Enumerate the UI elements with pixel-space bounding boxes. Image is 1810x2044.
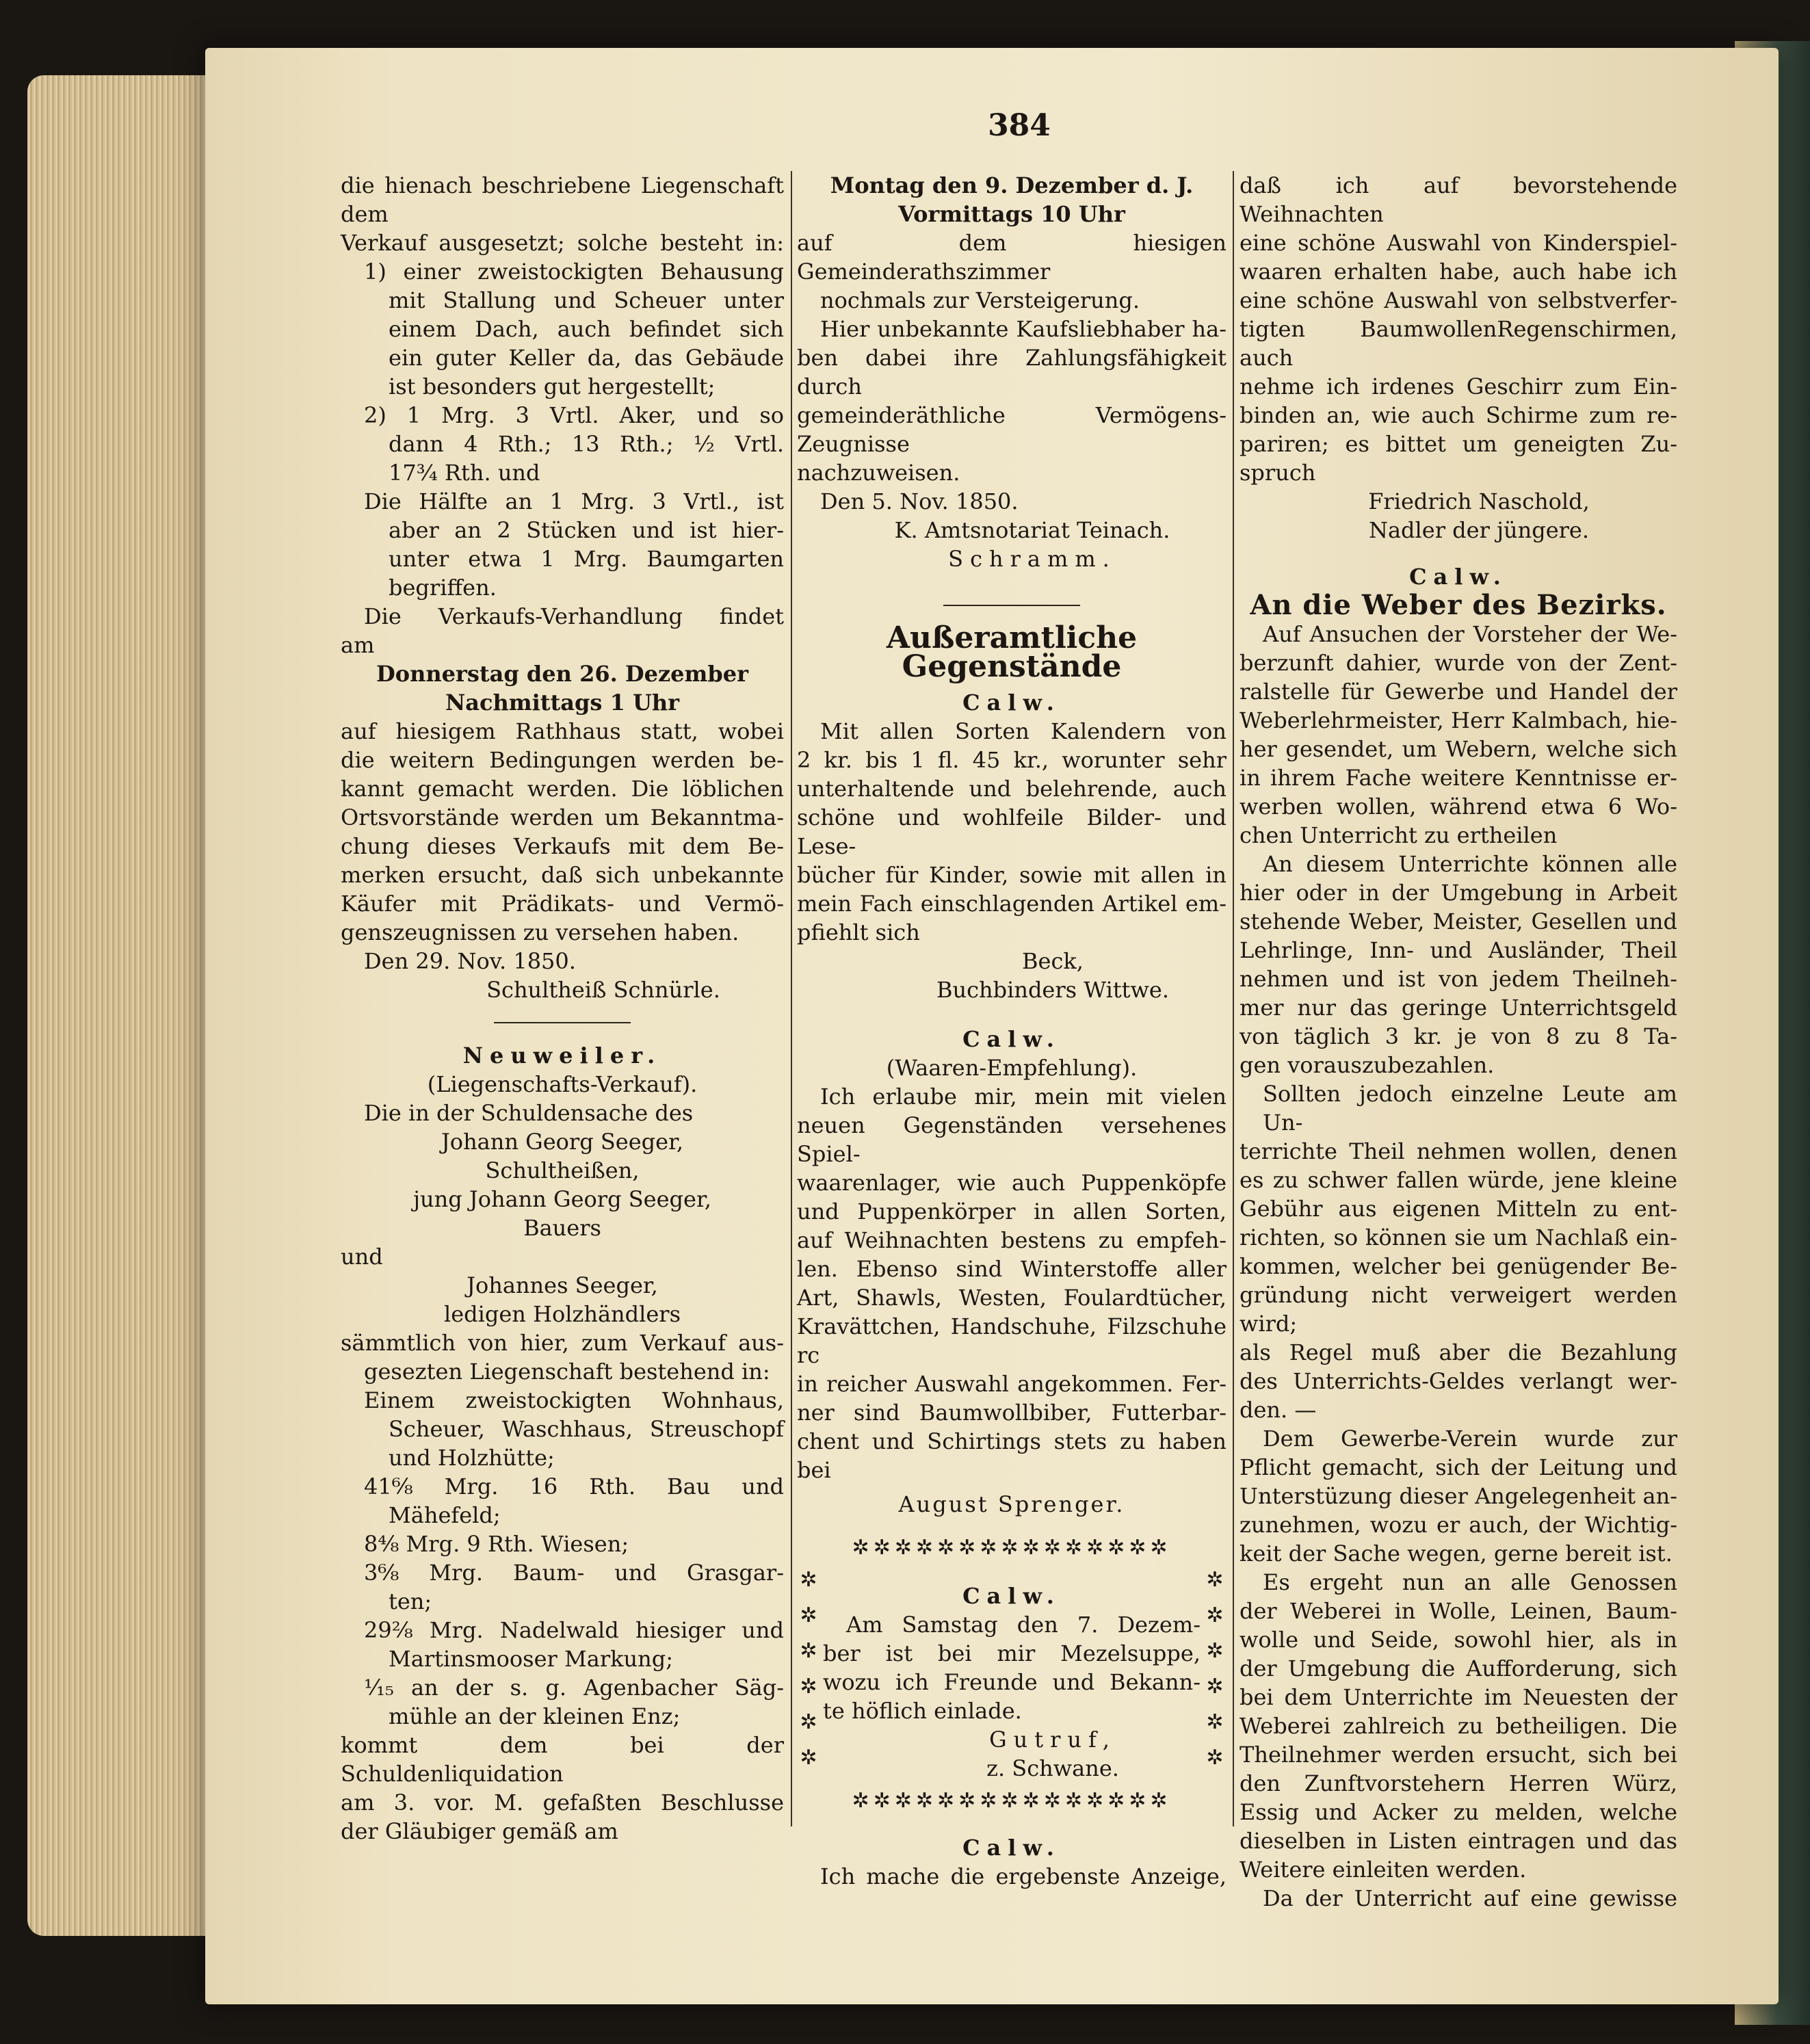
text-line: te höflich einlade. (823, 1698, 1022, 1724)
text-line: am (341, 632, 375, 658)
text-line: jung Johann Georg Seeger, (413, 1186, 711, 1212)
text-line: es zu schwer fallen würde, jene kleine (1240, 1167, 1677, 1193)
text-line: als Regel muß aber die Bezahlung (1240, 1339, 1677, 1365)
text-line: chung dieses Verkaufs mit dem Be- (341, 833, 784, 859)
section-divider (494, 1022, 631, 1023)
section-divider (943, 605, 1080, 606)
text-line: waaren erhalten habe, auch habe ich (1240, 259, 1677, 285)
text-line: in ihrem Fache weitere Kenntnisse er- (1240, 765, 1677, 791)
text-line: Kravättchen, Handschuhe, Filzschuhe rc (797, 1313, 1227, 1368)
text-line: waarenlager, wie auch Puppenköpfe (797, 1170, 1227, 1196)
text-line: mer nur das geringe Unterrichtsgeld (1240, 995, 1677, 1021)
notice-heading: Calw. (962, 1583, 1061, 1609)
text-line: Weberlehrmeister, Herr Kalmbach, hie- (1240, 707, 1677, 733)
notice-subheading: (Liegenschafts-Verkauf). (427, 1071, 698, 1097)
ornament-border-top: ✲✲✲✲✲✲✲✲✲✲✲✲✲✲✲ (852, 1536, 1172, 1560)
text-line: len. Ebenso sind Winterstoffe aller (797, 1256, 1227, 1282)
text-line: gründung nicht verweigert werden wird; (1240, 1282, 1677, 1337)
text-line: begriffen. (389, 575, 497, 601)
text-line: wozu ich Freunde und Bekann- (823, 1669, 1201, 1695)
text-line: Johann Georg Seeger, (441, 1129, 684, 1155)
text-line: bei dem Unterrichte im Neuesten der (1240, 1684, 1677, 1710)
signature-line: K. Amtsnotariat Teinach. (894, 517, 1170, 543)
signature-line: Schramm. (948, 546, 1116, 572)
text-line: berzunft dahier, wurde von der Zent- (1240, 650, 1677, 676)
text-line: Ortsvorstände werden um Bekanntma- (341, 804, 784, 830)
text-line: mühle an der kleinen Enz; (389, 1703, 681, 1729)
text-line: mein Fach einschlagenden Artikel em- (797, 891, 1227, 917)
text-line: und Puppenkörper in allen Sorten, (797, 1198, 1227, 1224)
text-line: Montag den 9. Dezember d. J. (830, 172, 1194, 198)
column-left (341, 171, 784, 1846)
text-line: Unterstüzung dieser Angelegenheit an- (1240, 1483, 1677, 1509)
text-line: und (341, 1244, 383, 1270)
text-line: Bauers (523, 1215, 601, 1241)
text-line: Ich mache die ergebenste Anzeige, (820, 1863, 1227, 1889)
text-line: Am Samstag den 7. Dezem- (846, 1612, 1201, 1638)
text-line: hier oder in der Umgebung in Arbeit (1240, 880, 1677, 906)
text-line: nehmen und ist von jedem Theilneh- (1240, 966, 1677, 992)
text-line: 17¾ Rth. und (389, 460, 540, 486)
column-right (1240, 171, 1677, 1913)
text-line: ¹⁄₁₅ an der s. g. Agenbacher Säg- (364, 1675, 784, 1701)
text-line: zunehmen, wozu er auch, der Wichtig- (1240, 1512, 1677, 1538)
text-line: merken ersucht, daß sich unbekannte (341, 862, 784, 888)
text-line: in reicher Auswahl angekommen. Fer- (797, 1371, 1227, 1397)
text-line: Scheuer, Waschhaus, Streuschopf (389, 1416, 784, 1442)
text-line: wolle und Seide, sowohl hier, als in (1240, 1627, 1677, 1653)
column-middle (797, 171, 1227, 1891)
date-line: Den 29. Nov. 1850. (364, 948, 576, 974)
ornament-border-right: ✲ ✲ ✲ ✲ ✲ ✲ (1206, 1568, 1224, 1770)
text-line: richten, so können sie um Nachlaß ein- (1240, 1224, 1677, 1250)
text-line: bei (797, 1457, 831, 1483)
text-line: den Zunftvorstehern Herren Würz, (1240, 1770, 1677, 1796)
text-line: spruch (1240, 460, 1316, 486)
text-line: mit Stallung und Scheuer unter (389, 287, 784, 313)
text-line: 1) einer zweistockigten Behausung (364, 259, 784, 285)
signature-line: Nadler der jüngere. (1368, 517, 1590, 543)
signature-line: August Sprenger. (898, 1491, 1125, 1517)
text-line: genszeugnissen zu versehen haben. (341, 919, 739, 945)
notice-heading: Calw. (962, 1026, 1061, 1052)
ornament-frame (797, 1562, 1227, 1787)
text-line: 8⁴⁄₈ Mrg. 9 Rth. Wiesen; (364, 1531, 629, 1557)
text-line: aber an 2 Stücken und ist hier- (389, 517, 784, 543)
text-line: ben dabei ihre Zahlungsfähigkeit durch (797, 345, 1227, 399)
text-line: einem Dach, auch befindet sich (389, 316, 784, 342)
text-line: nachzuweisen. (797, 460, 960, 486)
text-line: der Weberei in Wolle, Leinen, Baum- (1240, 1598, 1677, 1624)
text-line: her gesendet, um Webern, welche sich (1240, 736, 1677, 762)
text-line: der Umgebung die Aufforderung, sich (1240, 1655, 1677, 1681)
text-line: ist besonders gut hergestellt; (389, 374, 716, 399)
text-line: ner sind Baumwollbiber, Futterbar- (797, 1400, 1227, 1426)
text-line: neuen Gegenständen versehenes Spiel- (797, 1112, 1227, 1167)
text-line: auf hiesigem Rathhaus statt, wobei (341, 718, 784, 744)
notice-title: An die Weber des Bezirks. (1250, 589, 1667, 621)
text-line: Sollten jedoch einzelne Leute am Un- (1263, 1081, 1677, 1136)
text-line: kommen, welcher bei genügender Be- (1240, 1253, 1677, 1279)
text-line: auf dem hiesigen Gemeinderathszimmer (797, 230, 1227, 285)
text-line: gen vorauszubezahlen. (1240, 1052, 1495, 1078)
text-line: stehende Weber, Meister, Gesellen und (1240, 908, 1677, 934)
text-line: Da der Unterricht auf eine gewisse (1263, 1885, 1677, 1911)
text-line: die weitern Bedingungen werden be- (341, 747, 784, 773)
text-line: Weberei zahlreich zu betheiligen. Die (1240, 1713, 1677, 1739)
text-line: Johannes Seeger, (467, 1272, 658, 1298)
text-line: Vormittags 10 Uhr (898, 201, 1125, 227)
text-line: Käufer mit Prädikats- und Vermö- (341, 891, 784, 917)
text-line: Auf Ansuchen der Vorsteher der We- (1263, 621, 1677, 647)
text-line: Pflicht gemacht, sich der Leitung und (1240, 1454, 1677, 1480)
text-line: Verkauf ausgesetzt; solche besteht in: (341, 230, 784, 256)
text-line: 2) 1 Mrg. 3 Vrtl. Aker, und so (364, 402, 784, 428)
signature-line: Buchbinders Wittwe. (936, 977, 1170, 1003)
text-line: kannt gemacht werden. Die löblichen (341, 776, 784, 802)
ornament-border-left: ✲ ✲ ✲ ✲ ✲ ✲ (800, 1568, 817, 1770)
text-line: Dem Gewerbe-Verein wurde zur (1263, 1426, 1677, 1452)
text-line: keit der Sache wegen, gerne bereit ist. (1240, 1541, 1673, 1567)
text-line: Hier unbekannte Kaufsliebhaber ha- (820, 316, 1227, 342)
signature-line: Gutruf, (989, 1727, 1116, 1753)
text-line: terrichte Theil nehmen wollen, denen (1240, 1138, 1677, 1164)
text-line: Einem zweistockigten Wohnhaus, (364, 1387, 784, 1413)
text-line: den. — (1240, 1397, 1317, 1423)
text-line: von täglich 3 kr. je von 8 zu 8 Ta- (1240, 1023, 1677, 1049)
notice-heading: Calw. (1409, 564, 1508, 590)
text-line: gesezten Liegenschaft bestehend in: (364, 1359, 770, 1385)
text-line: Nachmittags 1 Uhr (445, 690, 679, 716)
text-line: kommt dem bei der Schuldenliquidation (341, 1732, 784, 1787)
text-line: Essig und Acker zu melden, welche (1240, 1799, 1677, 1825)
text-line: Lehrlinge, Inn- und Ausländer, Theil (1240, 937, 1677, 963)
text-line: unter etwa 1 Mrg. Baumgarten (389, 546, 784, 572)
column-rule (1233, 171, 1234, 1826)
notice-subheading: (Waaren-Empfehlung). (886, 1055, 1138, 1081)
text-line: bücher für Kinder, sowie mit allen in (797, 862, 1227, 888)
text-line: eine schöne Auswahl von Kinderspiel- (1240, 230, 1677, 256)
text-line: unterhaltende und belehrende, auch (797, 776, 1227, 802)
text-line: pariren; es bittet um geneigten Zu- (1240, 431, 1677, 457)
text-line: binden an, wie auch Schirme zum re- (1240, 402, 1677, 428)
text-line: Weitere einleiten werden. (1240, 1857, 1527, 1883)
signature-line: Beck, (1022, 948, 1084, 974)
text-line: die hienach beschriebene Liegenschaft dem (341, 172, 784, 227)
text-line: am 3. vor. M. gefaßten Beschlusse (341, 1790, 784, 1816)
signature-line: Schultheiß Schnürle. (486, 977, 720, 1003)
text-line: nehme ich irdenes Geschirr zum Ein- (1240, 374, 1677, 399)
text-line: schöne und wohlfeile Bilder- und Lese- (797, 804, 1227, 859)
text-line: ten; (389, 1588, 432, 1614)
text-line: 41⁶⁄₈ Mrg. 16 Rth. Bau und (364, 1473, 784, 1499)
text-line: ein guter Keller da, das Gebäude (389, 345, 784, 371)
text-line: werben wollen, während etwa 6 Wo- (1240, 794, 1677, 820)
text-line: Mähefeld; (389, 1502, 501, 1528)
text-line: Die in der Schuldensache des (364, 1100, 694, 1126)
framed-notice (820, 1562, 1203, 1787)
text-line: ledigen Holzhändlers (443, 1301, 681, 1327)
ornament-border-bottom: ✲✲✲✲✲✲✲✲✲✲✲✲✲✲✲ (852, 1789, 1172, 1813)
text-line: der Gläubiger gemäß am (341, 1818, 618, 1844)
text-line: Die Hälfte an 1 Mrg. 3 Vrtl., ist (364, 488, 784, 514)
text-line: chent und Schirtings stets zu haben (797, 1428, 1227, 1454)
text-line: Mit allen Sorten Kalendern von (820, 718, 1227, 744)
text-line: daß ich auf bevorstehende Weihnachten (1240, 172, 1677, 227)
text-line: sämmtlich von hier, zum Verkauf aus- (341, 1330, 784, 1356)
text-line: Donnerstag den 26. Dezember (376, 661, 748, 687)
text-line: eine schöne Auswahl von selbstverfer- (1240, 287, 1677, 313)
text-line: An diesem Unterrichte können alle (1263, 851, 1677, 877)
text-line: 29²⁄₈ Mrg. Nadelwald hiesiger und (364, 1617, 784, 1643)
text-line: und Holzhütte; (389, 1445, 555, 1471)
text-line: Art, Shawls, Westen, Foulardtücher, (797, 1285, 1227, 1311)
text-line: Gebühr aus eigenen Mitteln zu ent- (1240, 1196, 1677, 1222)
text-line: Die Verkaufs-Verhandlung findet (364, 603, 784, 629)
text-line: Es ergeht nun an alle Genossen (1263, 1569, 1677, 1595)
section-heading: Außeramtliche Gegenstände (886, 620, 1138, 684)
signature-line: z. Schwane. (986, 1755, 1119, 1781)
signature-line: Friedrich Naschold, (1368, 488, 1590, 514)
text-line: Martinsmooser Markung; (389, 1646, 673, 1672)
text-line: Ich erlaube mir, mein mit vielen (820, 1084, 1227, 1110)
text-line: dieselben in Listen eintragen und das (1240, 1828, 1677, 1854)
text-line: tigten BaumwollenRegenschirmen, auch (1240, 316, 1677, 371)
text-line: dann 4 Rth.; 13 Rth.; ½ Vrtl. (389, 431, 784, 457)
text-line: ber ist bei mir Mezelsuppe, (823, 1640, 1201, 1666)
text-line: 3⁶⁄₈ Mrg. Baum- und Grasgar- (364, 1560, 784, 1586)
notice-heading: Calw. (962, 1835, 1061, 1861)
page-number: 384 (988, 108, 1051, 143)
text-line: Schultheißen, (485, 1157, 640, 1183)
notice-heading: Calw. (962, 690, 1061, 716)
notice-heading: Neuweiler. (462, 1043, 662, 1069)
column-rule (791, 171, 792, 1826)
text-line: Theilnehmer werden ersucht, sich bei (1240, 1742, 1677, 1768)
text-line: ralstelle für Gewerbe und Handel der (1240, 679, 1677, 705)
text-line: 2 kr. bis 1 fl. 45 kr., worunter sehr (797, 747, 1227, 773)
text-line: des Unterrichts-Geldes verlangt wer- (1240, 1368, 1677, 1394)
text-line: gemeinderäthliche Vermögens-Zeugnisse (797, 402, 1227, 457)
text-line: chen Unterricht zu ertheilen (1240, 822, 1558, 848)
text-line: auf Weihnachten bestens zu empfeh- (797, 1227, 1227, 1253)
text-line: nochmals zur Versteigerung. (820, 287, 1140, 313)
text-line: pfiehlt sich (797, 919, 920, 945)
date-line: Den 5. Nov. 1850. (820, 488, 1019, 514)
